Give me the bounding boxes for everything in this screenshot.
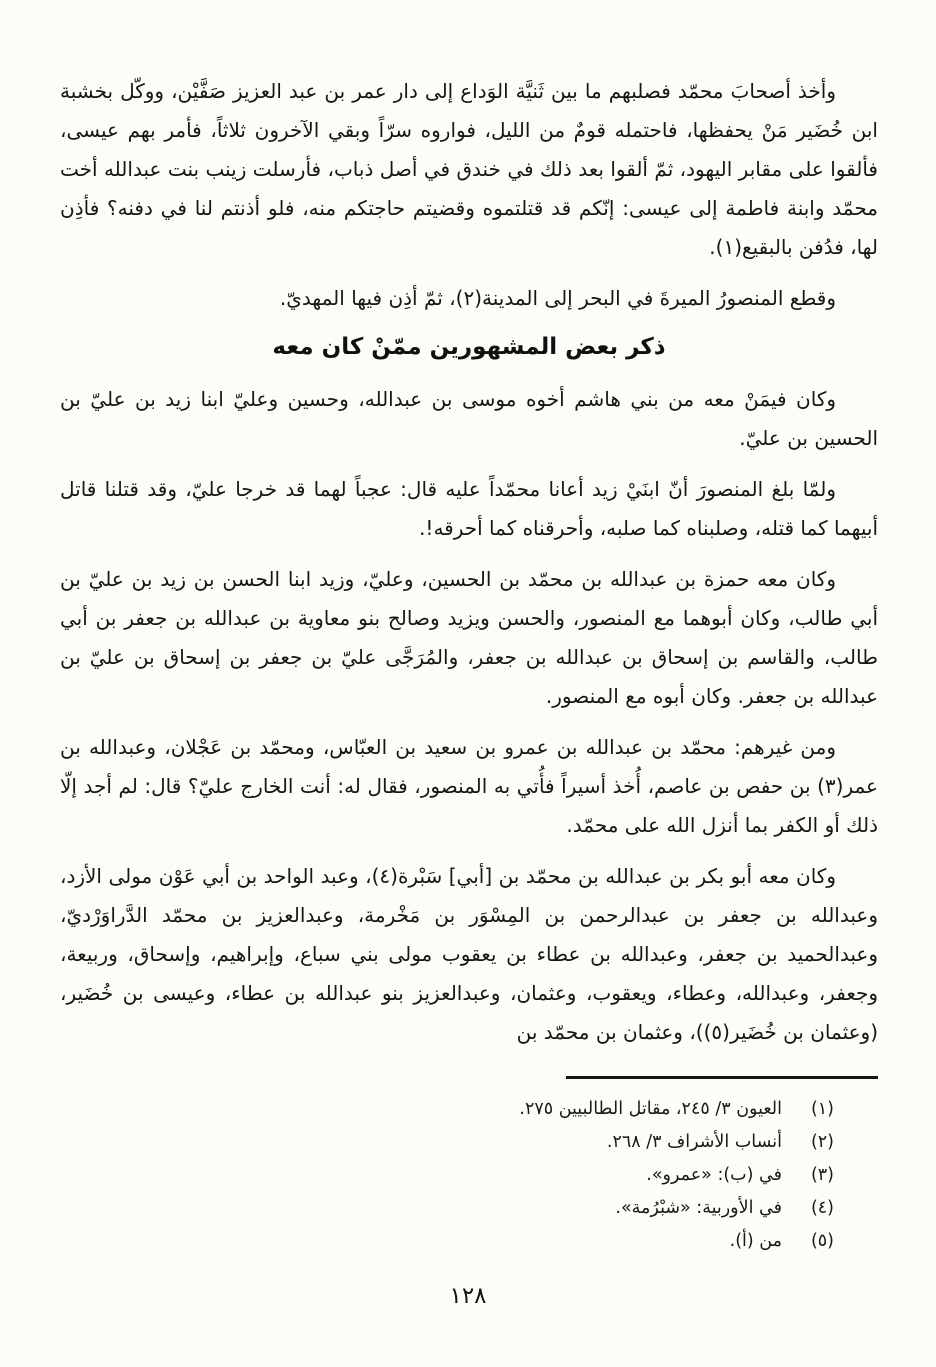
footnote-number: (٢)	[810, 1132, 834, 1152]
footnote	[60, 1192, 878, 1225]
footnote-text: من (أ).	[729, 1231, 782, 1251]
footnote-number: (٣)	[810, 1165, 834, 1185]
paragraph: وقطع المنصورُ الميرةَ في البحر إلى المدينة(٢)، ثمّ أذِن فيها المهديّ.	[279, 286, 836, 310]
paragraph: وكان فيمَنْ معه من بني هاشم أخوه موسى بن عبدالله، وحسين وعليّ ابنا زيد بن عليّ بن الحسين بن عليّ.	[60, 387, 878, 450]
main-text-block	[60, 72, 878, 1064]
paragraph: وكان معه حمزة بن عبدالله بن محمّد بن الحسين، وعليّ، وزيد ابنا الحسن بن زيد بن عليّ بن أبي طالب، وكان أبوهما مع المنصور، والحسن ويزيد وصالح بنو معاوية بن عبدالله بن جعفر بن أبي طالب، والقاسم بن إسحاق بن عبدالله بن جعفر، والمُرَجَّى عليّ بن جعفر بن إسحاق بن عليّ بن عبدالله بن جعفر. وكان أبوه مع المنصور.	[60, 567, 878, 708]
footnote	[60, 1225, 878, 1258]
paragraph: ومن غيرهم: محمّد بن عبدالله بن عمرو بن سعيد بن العبّاس، ومحمّد بن عَجْلان، وعبدالله بن عمر(٣) بن حفص بن عاصم، أُخذ أسيراً فأُتي به المنصور، فقال له: أنت الخارج عليّ؟ قال: لم أجد إلّا ذلك أو الكفر بما أنزل الله على محمّد.	[60, 735, 878, 837]
footnote	[60, 1159, 878, 1192]
footnote	[60, 1093, 878, 1126]
paragraph: ولمّا بلغ المنصورَ أنّ ابنَيْ زيد أعانا محمّداً عليه قال: عجباً لهما قد خرجا عليّ، وقد قتلنا قاتل أبيهما كما قتله، وصلبناه كما صلبه، وأحرقناه كما أحرقه!.	[60, 477, 878, 540]
paragraph: وكان معه أبو بكر بن عبدالله بن محمّد بن [أبي] سَبْرة(٤)، وعبد الواحد بن أبي عَوْن مولى الأزد، وعبدالله بن جعفر بن عبدالرحمن بن المِسْوَر بن مَخْرمة، وعبدالعزيز بن محمّد الدَّراوَرْديّ، وعبدالحميد بن جعفر، وعبدالله بن عطاء بن يعقوب مولى بني سباع، وإبراهيم، وإسحاق، وربيعة، وجعفر، وعبدالله، وعطاء، ويعقوب، وعثمان، وعبدالعزيز بنو عبدالله بن عطاء، وعيسى بن خُضَير، (وعثمان بن خُضَير(٥))، وعثمان بن محمّد بن	[60, 864, 878, 1044]
paragraph: وأخذ أصحابَ محمّد فصلبهم ما بين ثَنيَّة الوَداع إلى دار عمر بن عبد العزيز صَفَّيْن، ووكّل بخشبة ابن خُضَير مَنْ يحفظها، فاحتمله قومٌ من الليل، فواروه سرّاً وبقي الآخرون ثلاثاً، فأمر بهم عيسى، فألقوا على مقابر اليهود، ثمّ ألقوا بعد ذلك في خندق في أصل ذباب، فأرسلت زينب بنت عبدالله أخت محمّد وابنة فاطمة إلى عيسى: إنّكم قد قتلتموه وقضيتم حاجتكم منه، فلو أذنتم لنا في دفنه؟ فأذِن لها، فدُفن بالبقيع(١).	[60, 79, 878, 259]
footnote-number: (٤)	[810, 1198, 834, 1218]
footnote-number: (٥)	[810, 1231, 834, 1251]
footnote-text: في (ب): «عمرو».	[646, 1165, 782, 1185]
footnote-number: (١)	[810, 1099, 834, 1119]
footnote	[60, 1126, 878, 1159]
footnotes-section	[60, 1076, 878, 1258]
page-number: ١٢٨	[449, 1283, 487, 1309]
footnote-text: أنساب الأشراف ٣/ ٢٦٨.	[606, 1132, 782, 1152]
section-heading: ذكر بعض المشهورين ممّنْ كان معه	[272, 334, 666, 360]
footnote-text: في الأوربية: «شبْرُمة».	[615, 1198, 782, 1218]
footnote-text: العيون ٣/ ٢٤٥، مقاتل الطالبيين ٢٧٥.	[519, 1099, 782, 1119]
footnote-separator	[566, 1076, 878, 1079]
